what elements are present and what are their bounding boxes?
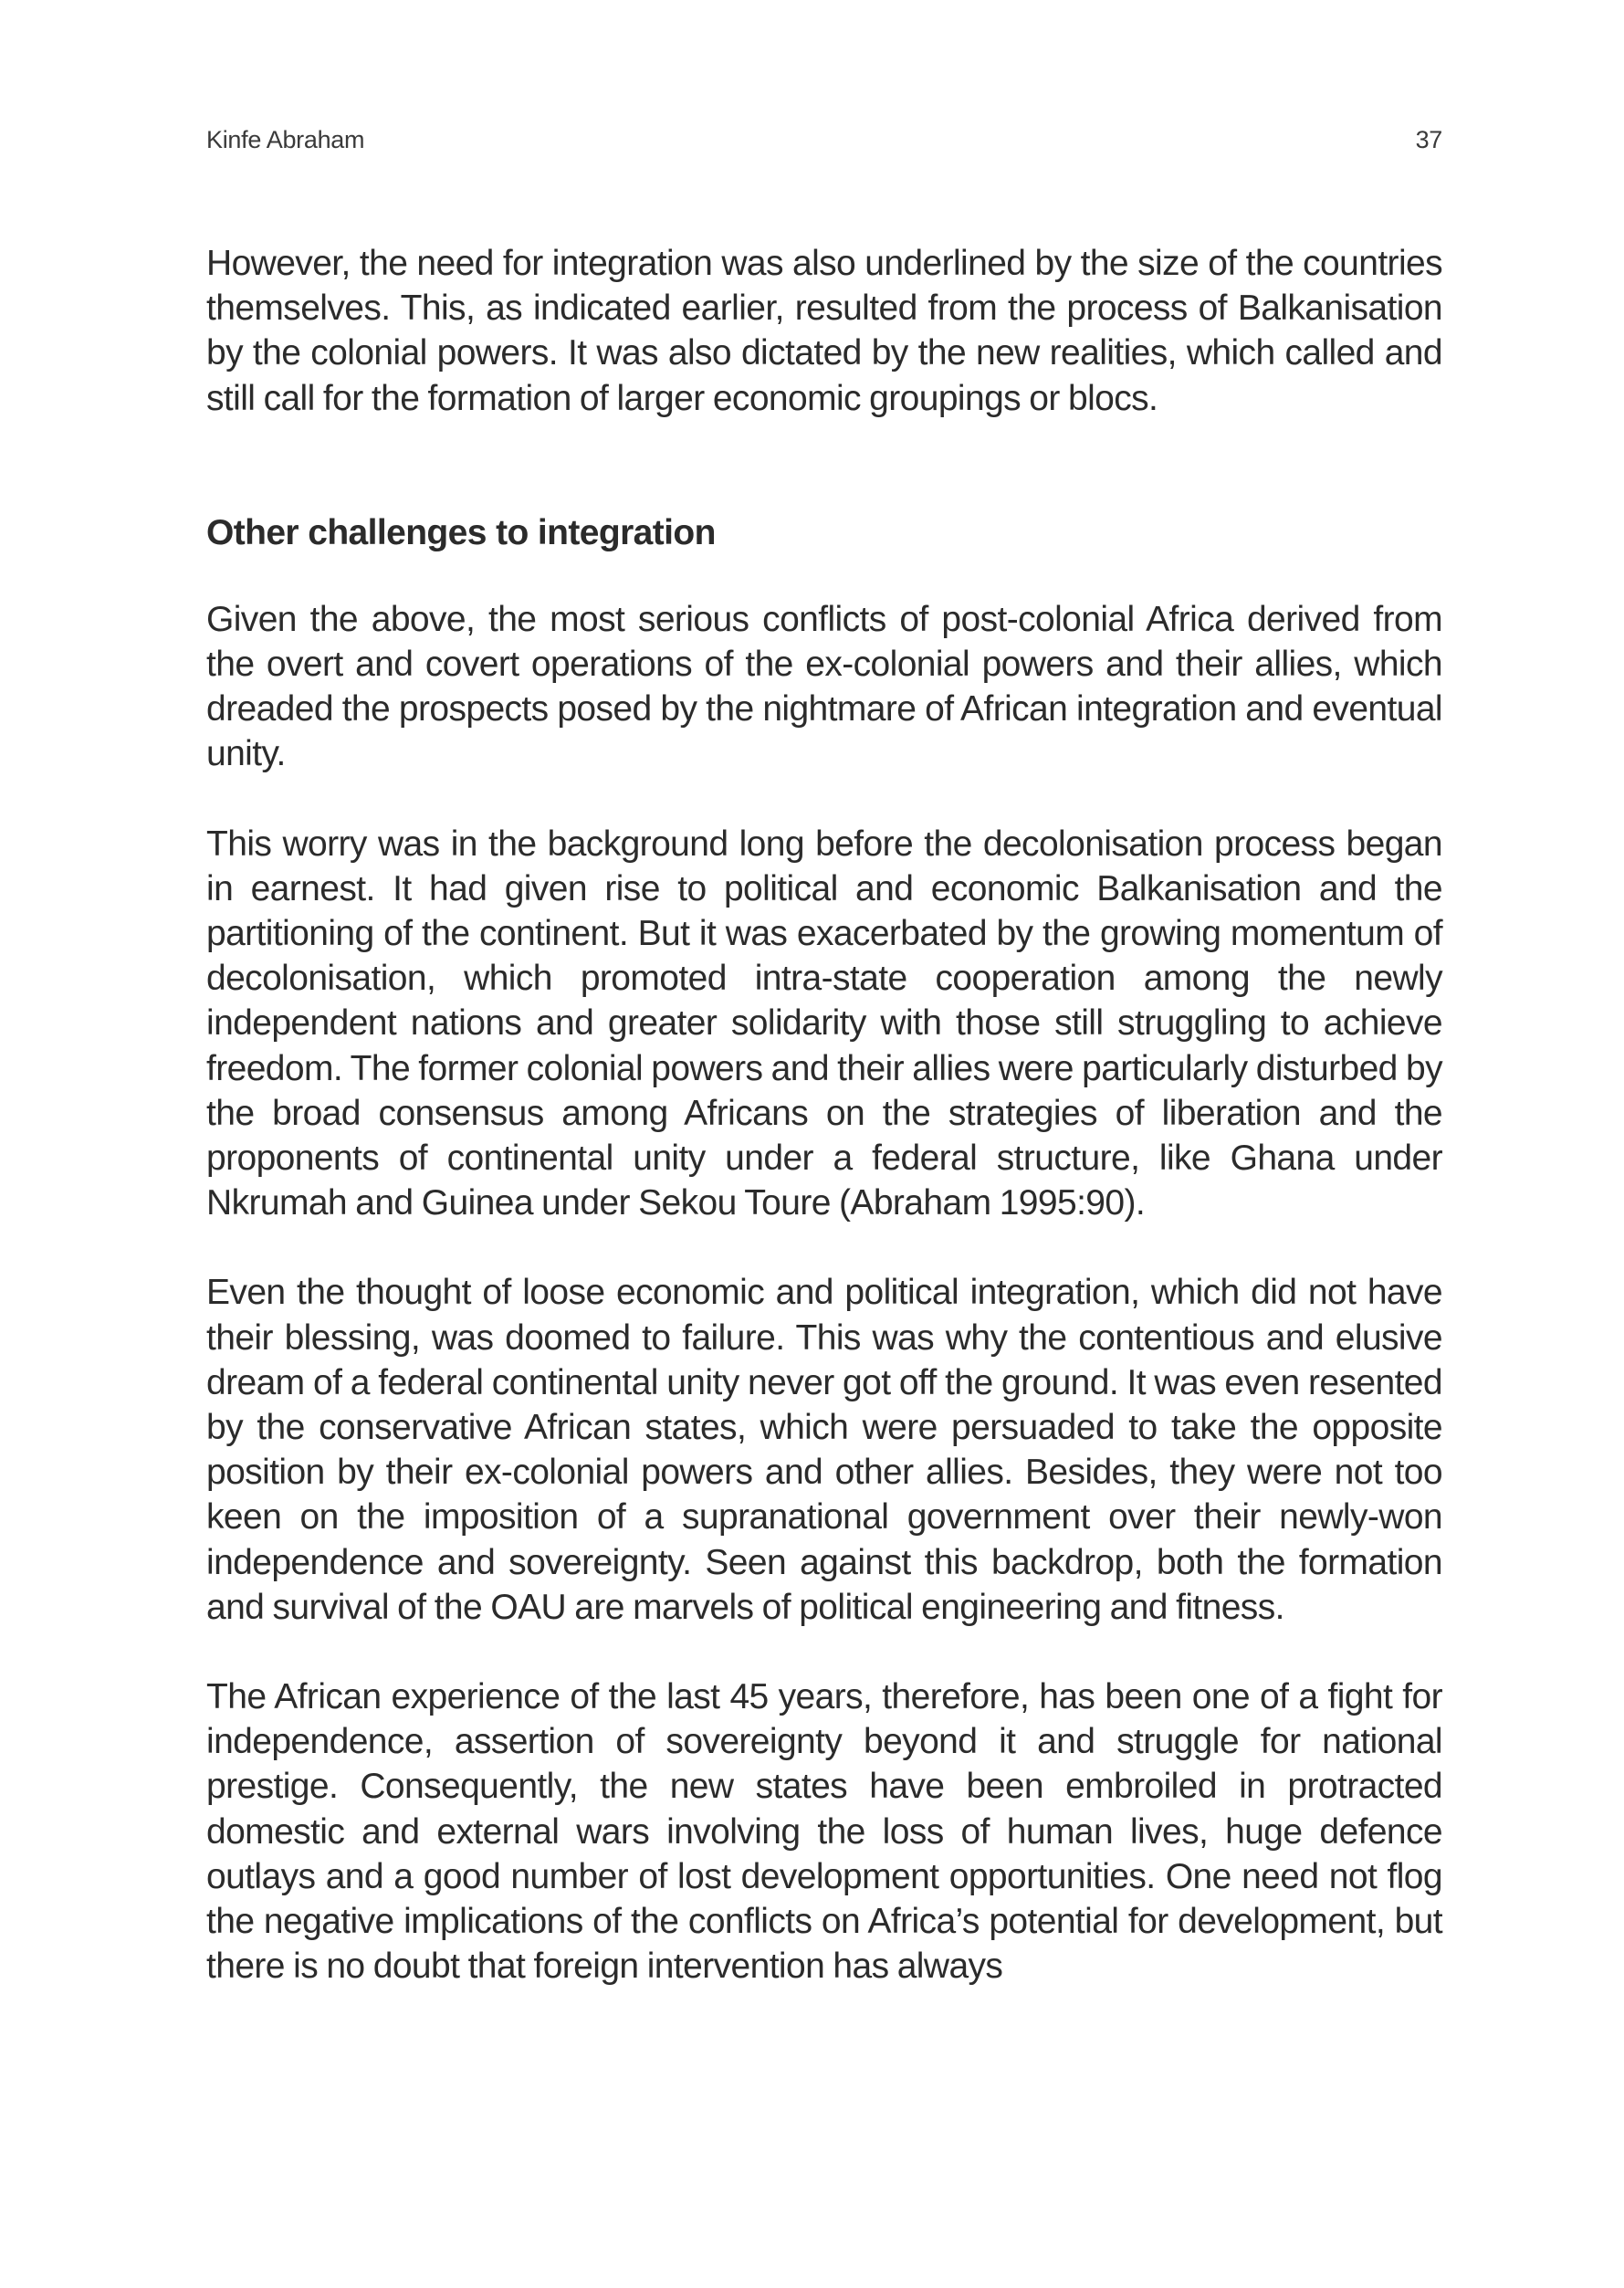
running-head xyxy=(206,126,1442,157)
paragraph-5: The African experience of the last 45 years, therefore, has been one of a fight for independence, assertion of sovereignty beyond it and struggle for national prestige. Consequently, the new states have been embroiled in protracted domestic and external wars involving the loss of human lives, huge defence outlays and a good number of lost development opportunities. One need not flog the negative implications of the conflicts on Africa’s potential for development, but there is no doubt that foreign intervention has always xyxy=(206,1677,1442,1987)
paragraph-1: However, the need for integration was also underlined by the size of the countries themselves. This, as indicated earlier, resulted from the process of Balkanisation by the colonial powers. It was also dictated by the new realities, which called and still call for the formation of larger economic groupings or blocs. xyxy=(206,244,1442,418)
paragraph-3: This worry was in the background long before the decolonisation process began in earnest. It had given rise to political and economic Balkanisation and the partitioning of the continent. But it was exacerbated by the growing momentum of decolonisation, which promoted intra-state cooperation among the newly independent nations and greater solidarity with those still struggling to achieve freedom. The former colonial powers and their allies were particularly disturbed by the broad consensus among Africans on the strategies of liberation and the proponents of continental unity under a federal structure, like Ghana under Nkrumah and Guinea under Sekou Toure (Abraham 1995:90). xyxy=(206,824,1442,1223)
paragraph-2: Given the above, the most serious conflicts of post-colonial Africa derived from the overt and covert operations of the ex-colonial powers and their allies, which dreaded the prospects posed by the nightmare of African integration and eventual unity. xyxy=(206,599,1442,774)
body-text xyxy=(206,241,1442,1989)
paragraph-4: Even the thought of loose economic and political integration, which did not have their blessing, was doomed to failure. This was why the contentious and elusive dream of a federal continental unity never got off the ground. It was even resented by the conservative African states, which were persuaded to take the opposite position by their ex-colonial powers and other allies. Besides, they were not too keen on the imposition of a supranational government over their newly-won independence and sovereignty. Seen against this backdrop, both the formation and survival of the OAU are marvels of political engineering and fitness. xyxy=(206,1273,1442,1627)
running-head-author: Kinfe Abraham xyxy=(206,126,365,153)
page-number: 37 xyxy=(1415,126,1442,153)
section-heading: Other challenges to integration xyxy=(206,512,716,552)
